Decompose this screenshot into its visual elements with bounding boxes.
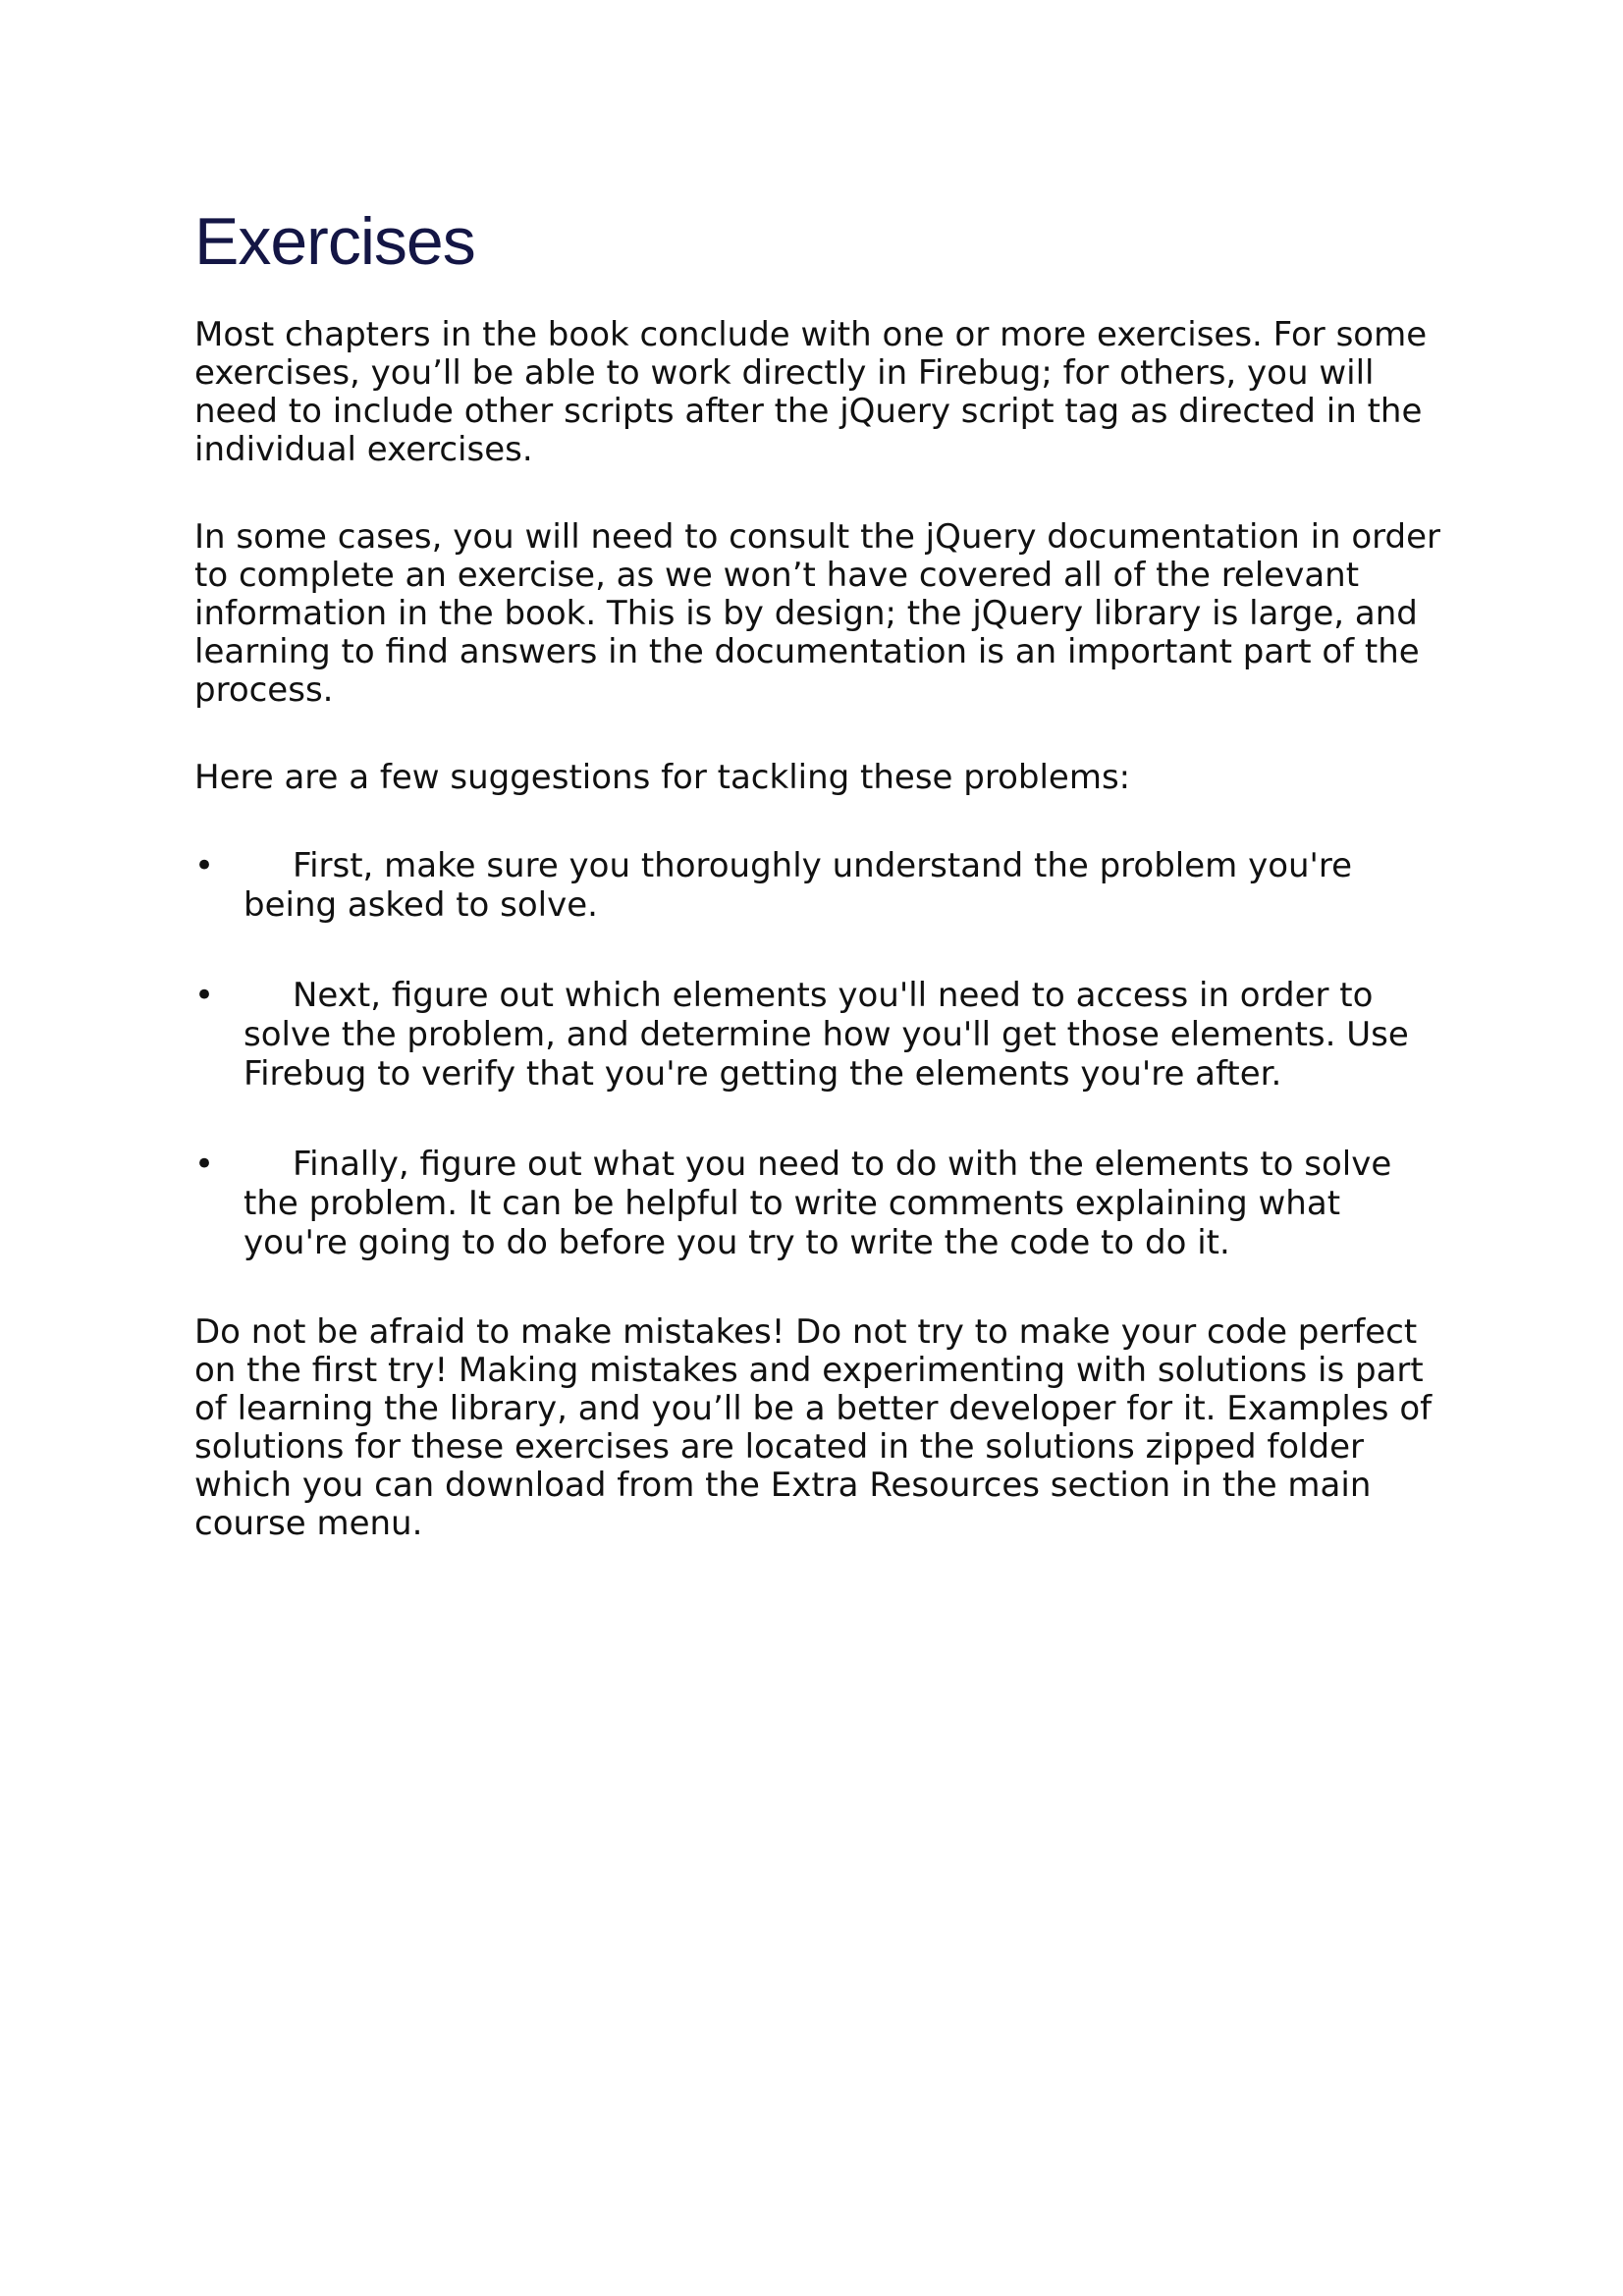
suggestions-intro: Here are a few suggestions for tackling these problems:: [194, 758, 1131, 797]
bullet-icon: •: [194, 846, 215, 885]
bullet-icon: •: [194, 976, 215, 1015]
intro-paragraph: Most chapters in the book conclude with one or more exercises. For some exercises, you’ll be able to work directly in Firebug; for others, you will need to include other scripts after the jQuery script tag as directed in the individual exercises.: [194, 315, 1428, 469]
document-page: [194, 202, 1441, 1592]
list-item: [194, 846, 1441, 925]
list-item: [194, 1145, 1441, 1262]
list-item-text: Next, figure out which elements you'll need to access in order to solve the problem, and determine how you'll get those elements. Use Firebug to verify that you're getting the elements you're after.: [243, 976, 1409, 1094]
closing-paragraph: Do not be afraid to make mistakes! Do not try to make your code perfect on the first try! Making mistakes and experimenting with solutions is part of learning the library, and you’ll be a better developer for it. Examples of solutions for these exercises are located in the solutions zipped folder which you can download from the Extra Resources section in the main course menu.: [194, 1312, 1433, 1543]
suggestions-list: [194, 846, 1441, 1262]
documentation-paragraph: In some cases, you will need to consult the jQuery documentation in order to complete an exercise, as we won’t have covered all of the relevant information in the book. This is by design; the jQuery library is large, and learning to find answers in the documentation is an important part of the process.: [194, 517, 1441, 710]
list-item-text: First, make sure you thoroughly understand the problem you're being asked to solve.: [243, 846, 1353, 925]
bullet-icon: •: [194, 1145, 215, 1184]
page-title: Exercises: [194, 204, 475, 279]
list-item: [194, 976, 1441, 1094]
list-item-text: Finally, figure out what you need to do with the elements to solve the problem. It can be helpful to write comments explaining what you're going to do before you try to write the code to do it.: [243, 1145, 1392, 1262]
